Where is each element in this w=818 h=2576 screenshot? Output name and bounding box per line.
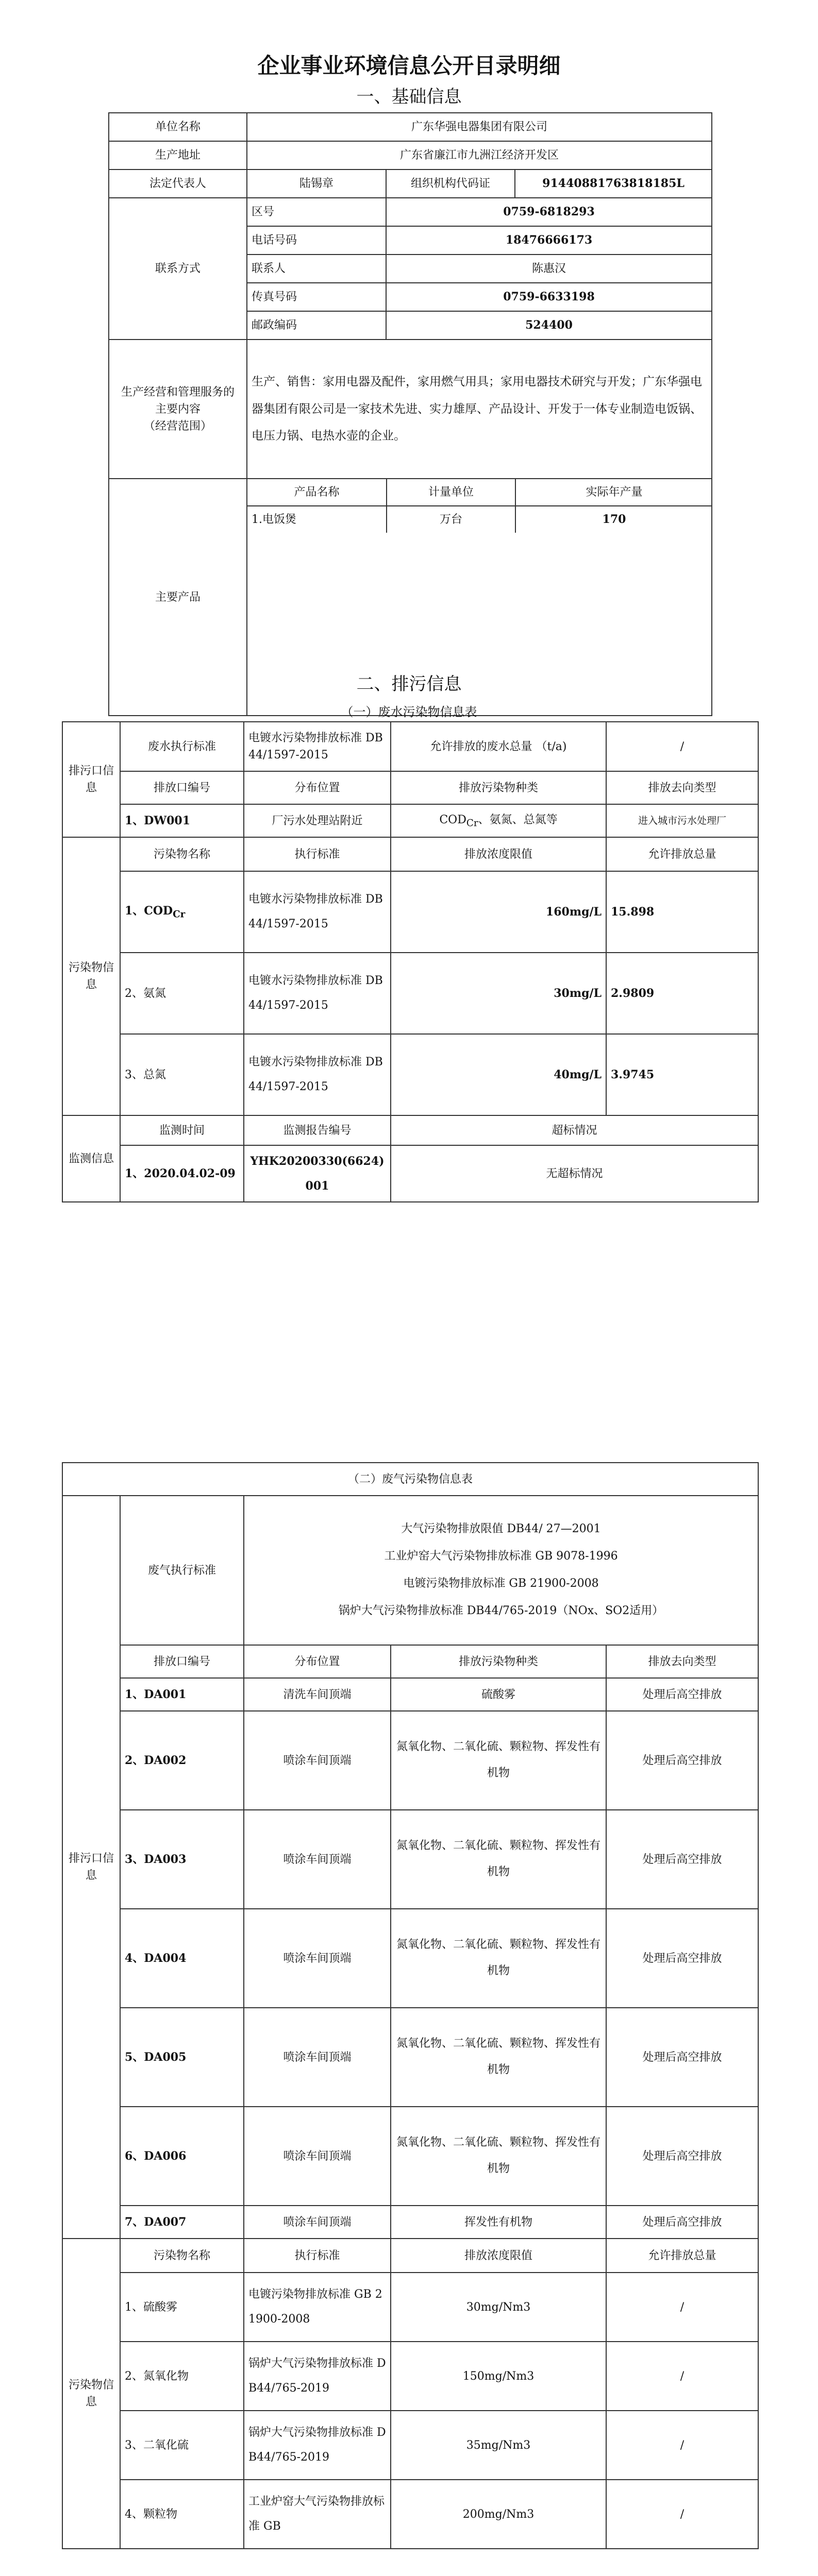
water-outlet-label: 排污口信息 xyxy=(62,722,120,837)
contact-label: 联系方式 xyxy=(109,198,247,340)
water-pollutant-label: 污染物信息 xyxy=(62,837,120,1115)
org-code-value: 91440881763818185L xyxy=(515,170,712,198)
water-pollutant-std: 电镀水污染物排放标准 DB 44/1597-2015 xyxy=(244,871,391,953)
gas-outlet-kinds: 挥发性有机物 xyxy=(391,2206,606,2239)
gas-pollutant-header: 污染物名称 xyxy=(120,2239,244,2273)
gas-outlet-dest: 处理后高空排放 xyxy=(606,1678,758,1711)
gas-pollutant-std: 锅炉大气污染物排放标准 DB44/765-2019 xyxy=(244,2411,391,2480)
org-code-label: 组织机构代码证 xyxy=(386,170,515,198)
gas-std-line: 锅炉大气污染物排放标准 DB44/765-2019（NOx、SO2适用） xyxy=(338,1604,664,1617)
product-header: 实际年产量 xyxy=(515,479,712,506)
gas-pollutant-name: 4、颗粒物 xyxy=(120,2480,244,2549)
water-pollutant-limit: 40mg/L xyxy=(391,1034,606,1115)
contact-key: 邮政编码 xyxy=(247,311,386,340)
water-pollutant-header: 执行标准 xyxy=(244,837,391,871)
water-monitor-status: 无超标情况 xyxy=(391,1145,758,1202)
water-monitor-report: YHK20200330(6624)001 xyxy=(244,1145,391,1202)
unit-name-value: 广东华强电器集团有限公司 xyxy=(247,113,712,141)
gas-outlet-id: 2、DA002 xyxy=(120,1711,244,1810)
gas-table-heading: （二）废气污染物信息表 xyxy=(62,1463,758,1496)
water-kinds-main: COD xyxy=(439,813,466,826)
contact-key: 区号 xyxy=(247,198,386,226)
gas-outlet-id: 5、DA005 xyxy=(120,2008,244,2107)
contact-value: 0759-6633198 xyxy=(386,283,712,311)
water-pollutant-std: 电镀水污染物排放标准 DB 44/1597-2015 xyxy=(244,953,391,1034)
water-total-value: / xyxy=(606,722,758,771)
contact-value: 524400 xyxy=(386,311,712,340)
water-outlet-dest: 进入城市污水处理厂 xyxy=(606,804,758,837)
water-std-label: 废水执行标准 xyxy=(120,722,244,771)
gas-outlet-kinds: 氮氧化物、二氧化硫、颗粒物、挥发性有机物 xyxy=(391,1711,606,1810)
product-name: 1.电饭煲 xyxy=(247,506,387,533)
water-kinds-tail: 、氨氮、总氮等 xyxy=(478,813,558,826)
gas-outlet-dest: 处理后高空排放 xyxy=(606,2107,758,2206)
gas-outlet-loc: 喷涂车间顶端 xyxy=(244,2206,391,2239)
water-outlet-header: 分布位置 xyxy=(244,771,391,804)
water-outlet-header: 排放口编号 xyxy=(120,771,244,804)
gas-pollutant-name: 2、氮氧化物 xyxy=(120,2342,244,2411)
business-label-line: 主要内容 xyxy=(155,402,201,416)
legal-value: 陆锡章 xyxy=(247,170,386,198)
document-title: 企业事业环境信息公开目录明细 xyxy=(257,53,561,78)
contact-value: 18476666173 xyxy=(386,226,712,255)
business-scope-text: 生产、销售：家用电器及配件，家用燃气用具；家用电器技术研究与开发；广东华强电器集团有限公司是一家技术先进、实力雄厚、产品设计、开发于一体专业制造电饭锅、电压力锅、电热水壶的企业。 xyxy=(247,340,712,479)
gas-pollutant-std: 工业炉窑大气污染物排放标准 GB xyxy=(244,2480,391,2549)
water-monitor-label: 监测信息 xyxy=(62,1115,120,1202)
water-pollutant-name-sub: Cr xyxy=(173,908,186,920)
water-table-heading: （一）废水污染物信息表 xyxy=(341,705,477,719)
gas-outlet-loc: 清洗车间顶端 xyxy=(244,1678,391,1711)
water-pollutant-limit: 30mg/L xyxy=(391,953,606,1034)
gas-outlet-header: 排放污染物种类 xyxy=(391,1645,606,1678)
gas-std-list xyxy=(244,1496,758,1645)
gas-outlet-kinds: 氮氧化物、二氧化硫、颗粒物、挥发性有机物 xyxy=(391,1810,606,1909)
gas-std-label: 废气执行标准 xyxy=(120,1496,244,1645)
water-monitor-header: 监测报告编号 xyxy=(244,1115,391,1145)
product-header: 产品名称 xyxy=(247,479,387,506)
water-monitor-header: 监测时间 xyxy=(120,1115,244,1145)
gas-outlet-kinds: 氮氧化物、二氧化硫、颗粒物、挥发性有机物 xyxy=(391,1909,606,2008)
gas-std-line: 工业炉窑大气污染物排放标准 GB 9078-1996 xyxy=(384,1550,618,1563)
contact-key: 联系人 xyxy=(247,255,386,283)
water-pollutant-header: 允许排放总量 xyxy=(606,837,758,871)
gas-pollutant-std: 锅炉大气污染物排放标准 DB44/765-2019 xyxy=(244,2342,391,2411)
gas-pollutant-total: / xyxy=(606,2342,758,2411)
gas-outlet-label: 排污口信息 xyxy=(62,1496,120,2239)
gas-pollutant-limit: 35mg/Nm3 xyxy=(391,2411,606,2480)
water-monitor-time: 1、2020.04.02-09 xyxy=(120,1145,244,1202)
gas-pollutant-header: 允许排放总量 xyxy=(606,2239,758,2273)
gas-outlet-id: 6、DA006 xyxy=(120,2107,244,2206)
business-label xyxy=(109,340,247,479)
water-outlet-loc: 厂污水处理站附近 xyxy=(244,804,391,837)
water-pollutant-name: 3、总氮 xyxy=(120,1034,244,1115)
water-kinds-sub: Cr xyxy=(466,817,478,828)
water-pollutant-header: 排放浓度限值 xyxy=(391,837,606,871)
gas-outlet-kinds: 氮氧化物、二氧化硫、颗粒物、挥发性有机物 xyxy=(391,2008,606,2107)
gas-outlet-dest: 处理后高空排放 xyxy=(606,1909,758,2008)
gas-pollutant-total: / xyxy=(606,2480,758,2549)
water-pollutant-name: 2、氨氮 xyxy=(120,953,244,1034)
gas-pollutant-label: 污染物信息 xyxy=(62,2239,120,2549)
gas-pollutant-limit: 30mg/Nm3 xyxy=(391,2273,606,2342)
product-unit: 万台 xyxy=(387,506,515,533)
gas-outlet-kinds: 氮氧化物、二氧化硫、颗粒物、挥发性有机物 xyxy=(391,2107,606,2206)
legal-label: 法定代表人 xyxy=(109,170,247,198)
water-pollutant-header: 污染物名称 xyxy=(120,837,244,871)
gas-pollutant-limit: 200mg/Nm3 xyxy=(391,2480,606,2549)
section-basic-heading: 一、基础信息 xyxy=(356,87,462,107)
gas-outlet-id: 4、DA004 xyxy=(120,1909,244,2008)
water-outlet-header: 排放污染物种类 xyxy=(391,771,606,804)
section-pollution-heading: 二、排污信息 xyxy=(356,674,462,694)
water-pollutant-limit: 160mg/L xyxy=(391,871,606,953)
gas-pollutant-header: 执行标准 xyxy=(244,2239,391,2273)
water-std-value: 电镀水污染物排放标准 DB 44/1597-2015 xyxy=(244,722,391,771)
contact-value: 0759-6818293 xyxy=(386,198,712,226)
gas-outlet-header: 排放去向类型 xyxy=(606,1645,758,1678)
water-outlet-id: 1、DW001 xyxy=(120,804,244,837)
gas-table xyxy=(62,1462,759,2549)
gas-outlet-loc: 喷涂车间顶端 xyxy=(244,1810,391,1909)
gas-pollutant-total: / xyxy=(606,2411,758,2480)
gas-pollutant-name: 1、硫酸雾 xyxy=(120,2273,244,2342)
gas-outlet-dest: 处理后高空排放 xyxy=(606,2206,758,2239)
gas-pollutant-name: 3、二氧化硫 xyxy=(120,2411,244,2480)
gas-outlet-dest: 处理后高空排放 xyxy=(606,2008,758,2107)
water-pollutant-name xyxy=(120,871,244,953)
gas-outlet-id: 1、DA001 xyxy=(120,1678,244,1711)
contact-key: 电话号码 xyxy=(247,226,386,255)
gas-outlet-loc: 喷涂车间顶端 xyxy=(244,1711,391,1810)
contact-key: 传真号码 xyxy=(247,283,386,311)
water-pollutant-name-main: 1、COD xyxy=(125,904,173,918)
gas-std-line: 大气污染物排放限值 DB44/ 27—2001 xyxy=(401,1522,601,1536)
gas-pollutant-std: 电镀污染物排放标准 GB 21900-2008 xyxy=(244,2273,391,2342)
water-pollutant-total: 15.898 xyxy=(606,871,758,953)
gas-std-line: 电镀污染物排放标准 GB 21900-2008 xyxy=(403,1577,599,1590)
water-pollutant-total: 2.9809 xyxy=(606,953,758,1034)
water-pollutant-total: 3.9745 xyxy=(606,1034,758,1115)
products-table xyxy=(247,479,712,533)
address-value: 广东省廉江市九洲江经济开发区 xyxy=(247,141,712,170)
product-qty: 170 xyxy=(515,506,712,533)
business-label-line: 生产经营和管理服务的 xyxy=(121,385,235,399)
business-label-line: （经营范围） xyxy=(143,419,212,433)
gas-outlet-header: 排放口编号 xyxy=(120,1645,244,1678)
address-label: 生产地址 xyxy=(109,141,247,170)
basic-info-table xyxy=(108,112,712,716)
gas-outlet-loc: 喷涂车间顶端 xyxy=(244,1909,391,2008)
unit-name-label: 单位名称 xyxy=(109,113,247,141)
products-label: 主要产品 xyxy=(109,479,247,716)
water-outlet-header: 排放去向类型 xyxy=(606,771,758,804)
water-outlet-kinds xyxy=(391,804,606,837)
gas-outlet-kinds: 硫酸雾 xyxy=(391,1678,606,1711)
water-monitor-header: 超标情况 xyxy=(391,1115,758,1145)
gas-outlet-dest: 处理后高空排放 xyxy=(606,1711,758,1810)
product-header: 计量单位 xyxy=(387,479,515,506)
gas-pollutant-limit: 150mg/Nm3 xyxy=(391,2342,606,2411)
water-pollutant-std: 电镀水污染物排放标准 DB 44/1597-2015 xyxy=(244,1034,391,1115)
gas-outlet-dest: 处理后高空排放 xyxy=(606,1810,758,1909)
gas-outlet-header: 分布位置 xyxy=(244,1645,391,1678)
gas-pollutant-header: 排放浓度限值 xyxy=(391,2239,606,2273)
water-table xyxy=(62,721,759,1202)
gas-outlet-loc: 喷涂车间顶端 xyxy=(244,2008,391,2107)
gas-outlet-id: 3、DA003 xyxy=(120,1810,244,1909)
gas-pollutant-total: / xyxy=(606,2273,758,2342)
gas-outlet-loc: 喷涂车间顶端 xyxy=(244,2107,391,2206)
contact-value: 陈惠汉 xyxy=(386,255,712,283)
water-total-label: 允许排放的废水总量 （t/a) xyxy=(391,722,606,771)
gas-outlet-id: 7、DA007 xyxy=(120,2206,244,2239)
